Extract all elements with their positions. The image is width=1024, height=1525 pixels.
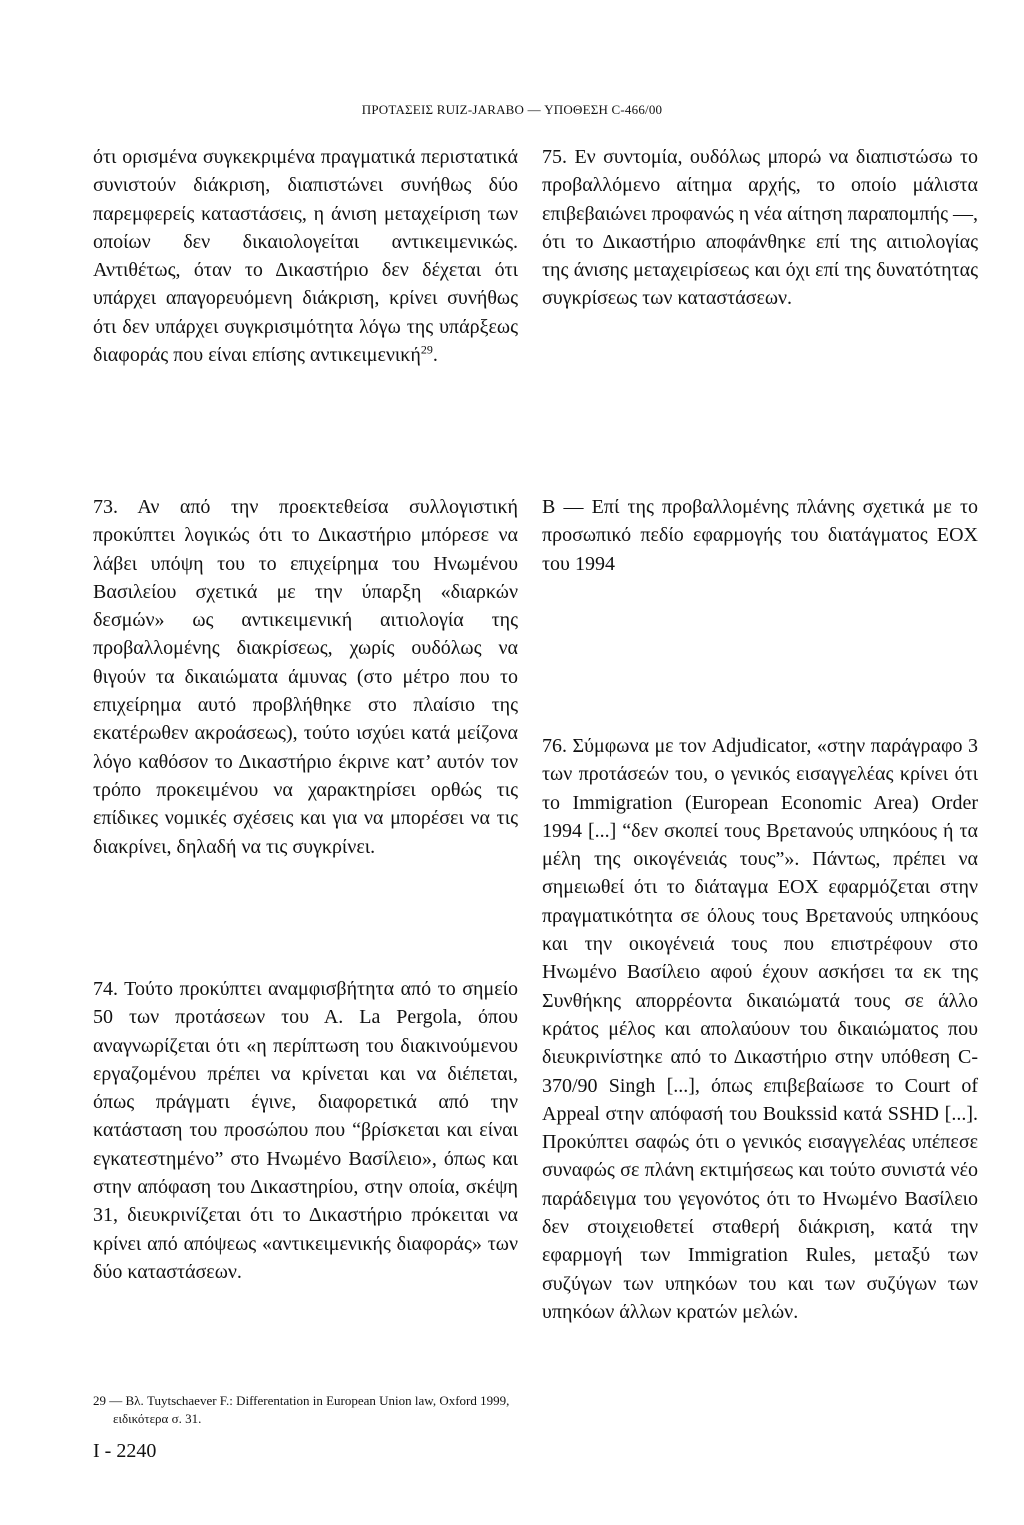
running-header: ΠΡΟΤΑΣΕΙΣ RUIZ-JARABO — ΥΠΟΘΕΣΗ C-466/00	[361, 102, 663, 117]
footnote-reference-29[interactable]: 29	[420, 342, 433, 357]
paragraph-75: 75. Εν συντομία, ουδόλως μπορώ να διαπιστώσω το προβαλλόμενο αίτημα αρχής, το οποίο μάλιστα επιβεβαιώνει προφανώς η νέα αίτηση παραπομπής —, ότι το Δικαστήριο αποφάνθηκε επί της αιτιολογίας της άνισης μεταχειρίσεως και όχι επί της δυνατότητας συγκρίσεως των καταστάσεων.	[542, 146, 979, 310]
paragraph-76: 76. Σύμφωνα με τον Adjudicator, «στην παράγραφο 3 των προτάσεών του, ο γενικός εισαγγελέας κρίνει ότι το Immigration (European Economic Area) Order 1994 [...] “δεν σκοπεί τους Βρετανούς υπηκόους ή τα μέλη της οικογένειάς τους”». Πάντως, πρέπει να σημειωθεί ότι το διάταγμα ΕΟΧ εφαρμόζεται στην πραγματικότητα σε όλους τους Βρετανούς υπηκόους και την οικογένειά τους που επιστρέφουν στο Ηνωμένο Βασίλειο αφού έχουν ασκήσει τα εκ της Συνθήκης απορρέοντα δικαιώματά τους σε άλλο κράτος μέλος και απολαύουν του δικαιώματος που διευκρινίστηκε από το Δικαστήριο στην υπόθεση C-370/90 Singh [...], όπως επιβεβαίωσε το Court of Appeal στην απόφασή του Boukssid κατά SSHD [...]. Προκύπτει σαφώς ότι ο γενικός εισαγγελέας υπέπεσε συναφώς σε πλάνη εκτιμήσεως και τούτο συνιστά νέο παράδειγμα του γεγονότος ότι το Ηνωμένο Βασίλειο δεν στοιχειοθετεί σταθερή διάκριση, κατά την εφαρμογή των Immigration Rules, μεταξύ των συζύγων των υπηκόων του και των συζύγων των υπηκόων άλλων κρατών μελών.	[542, 735, 978, 1323]
footnote-marker: 29 —	[93, 1393, 123, 1408]
paragraph-73: 73. Αν από την προεκτεθείσα συλλογιστική προκύπτει λογικώς ότι το Δικαστήριο μπόρεσε να λάβει υπόψη του το επιχείρημα του Ηνωμένου Βασιλείου σχετικά με την ύπαρξη «διαρκών δεσμών» ως αντικειμενική αιτιολογία της προβαλλομένης διακρίσεως, χωρίς ουδόλως να θιγούν τα δικαιώματα άμυνας (στο μέτρο που το επιχείρημα αυτό προβλήθηκε στο πλαίσιο της εκατέρωθεν ακροάσεως), τούτο ισχύει κατά μείζονα λόγο καθόσον το Δικαστήριο έκρινε κατ’ αυτόν τον τρόπο προκειμένου να χαρακτηρίσει ορθώς τις επίδικες νομικές σχέσεις και για να μπορέσει να τις διακρίνει, δηλαδή να τις συγκρίνει.	[93, 496, 518, 858]
section-heading-b: Β — Επί της προβαλλομένης πλάνης σχετικά με το προσωπικό πεδίο εφαρμογής του διατάγματος ΕΟΧ του 1994	[542, 496, 978, 575]
paragraph-74: 74. Τούτο προκύπτει αναμφισβήτητα από το σημείο 50 των προτάσεων του Α. La Pergola, όπου αναγνωρίζεται ότι «η περίπτωση του διακινούμενου εργαζομένου πρέπει να κρίνεται και να διέπεται, όπως πράγματι έγινε, διαφορετικά από την κατάσταση του προσώπου που “βρίσκεται και είναι εγκατεστημένο” στο Ηνωμένο Βασίλειο», όπως και στην απόφαση του Δικαστηρίου, στην οποία, σκέψη 31, διευκρινίζεται ότι το Δικαστήριο πρόκειται να κρίνει από απόψεως «αντικειμενικής διαφοράς» των δύο καταστάσεων.	[93, 978, 518, 1283]
paragraph-72-continuation	[93, 143, 518, 369]
footnote-29	[93, 1392, 518, 1428]
paragraph-text: ότι ορισμένα συγκεκριμένα πραγματικά περιστατικά συνιστούν διάκριση, διαπιστώνει συνήθως δύο παρεμφερείς καταστάσεις, η άνιση μεταχείριση των οποίων δεν δικαιολογείται αντικειμενικώς. Αντιθέτως, όταν το Δικαστήριο δεν δέχεται ότι υπάρχει απαγορευόμενη διάκριση, κρίνει συνήθως ότι δεν υπάρχει συγκρισιμότητα λόγω της υπάρξεως διαφοράς που είναι επίσης αντικειμενική	[93, 146, 518, 367]
paragraph-end: .	[432, 344, 438, 367]
page-number: I - 2240	[93, 1440, 157, 1462]
footnote-text: Βλ. Tuytschaever F.: Differentation in European Union law, Oxford 1999, ειδικότερα σ. 31.	[113, 1393, 510, 1426]
